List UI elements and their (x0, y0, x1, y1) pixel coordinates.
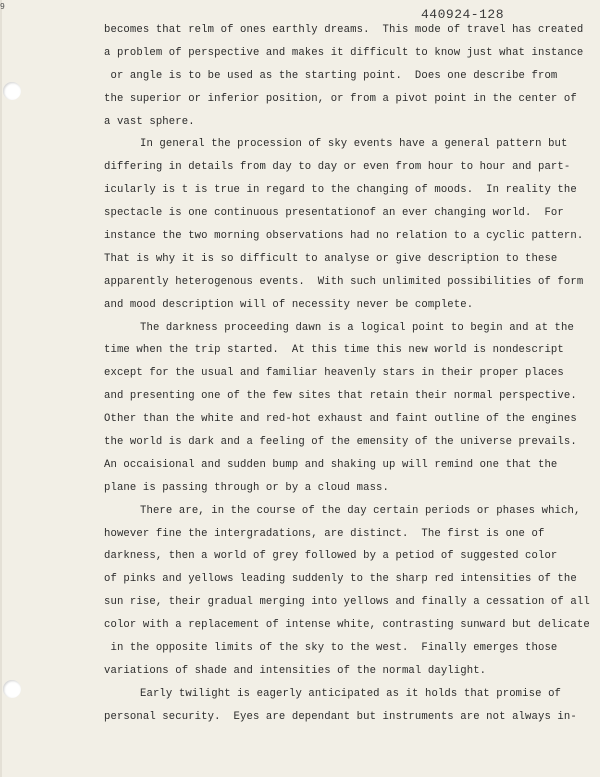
text-line: instance the two morning observations had no relation to a cyclic pattern. (104, 230, 584, 243)
binder-hole (3, 82, 21, 100)
text-line: except for the usual and familiar heavenly stars in their proper places (104, 367, 564, 380)
text-line: in the opposite limits of the sky to the west. Finally emerges those (104, 642, 558, 655)
text-line: Other than the white and red-hot exhaust and faint outline of the engines (104, 413, 577, 426)
text-line: or angle is to be used as the starting point. Does one describe from (104, 69, 558, 82)
text-line: however fine the intergradations, are distinct. The first is one of (104, 527, 545, 540)
text-line: a problem of perspective and makes it difficult to know just what instance (104, 46, 584, 59)
text-line: Early twilight is eagerly anticipated as it holds that promise of (140, 687, 562, 700)
text-line: An occaisional and sudden bump and shaking up will remind one that the (104, 458, 558, 471)
text-line: the superior or inferior position, or from a pivot point in the center of (104, 92, 577, 105)
text-line: becomes that relm of ones earthly dreams. This mode of travel has created (104, 24, 584, 36)
text-line: the world is dark and a feeling of the emensity of the universe prevails. (104, 436, 577, 449)
text-line: There are, in the course of the day certain periods or phases which, (140, 504, 581, 517)
body-text (104, 19, 594, 729)
page-marker: 9 (0, 2, 5, 11)
text-line: plane is passing through or by a cloud mass. (104, 481, 390, 494)
text-line: time when the trip started. At this time this new world is nondescript (104, 344, 564, 357)
text-line: The darkness proceeding dawn is a logical point to begin and at the (140, 321, 574, 334)
text-line: personal security. Eyes are dependant but instruments are not always in- (104, 710, 577, 723)
text-line: and presenting one of the few sites that retain their normal perspective. (104, 390, 577, 403)
text-line: of pinks and yellows leading suddenly to the sharp red intensities of the (104, 573, 577, 586)
text-line: variations of shade and intensities of the normal daylight. (104, 664, 487, 677)
text-line: and mood description will of necessity never be complete. (104, 298, 474, 311)
text-line: color with a replacement of intense white, contrasting sunward but delicate (104, 619, 590, 632)
text-line: icularly is t is true in regard to the changing of moods. In reality the (104, 184, 577, 197)
text-line: sun rise, their gradual merging into yellows and finally a cessation of all (104, 596, 590, 609)
text-line: apparently heterogenous events. With such unlimited possibilities of form (104, 275, 584, 288)
binder-hole (3, 680, 21, 698)
text-line: darkness, then a world of grey followed by a petiod of suggested color (104, 550, 558, 563)
text-line: In general the procession of sky events have a general pattern but (140, 138, 568, 151)
text-line: differing in details from day to day or even from hour to hour and part- (104, 161, 571, 174)
page-edge (0, 0, 2, 777)
text-line: spectacle is one continuous presentationof an ever changing world. For (104, 207, 564, 220)
text-line: a vast sphere. (104, 115, 195, 128)
text-line: That is why it is so difficult to analyse or give description to these (104, 252, 558, 265)
document-id: 440924-128 (421, 7, 505, 22)
